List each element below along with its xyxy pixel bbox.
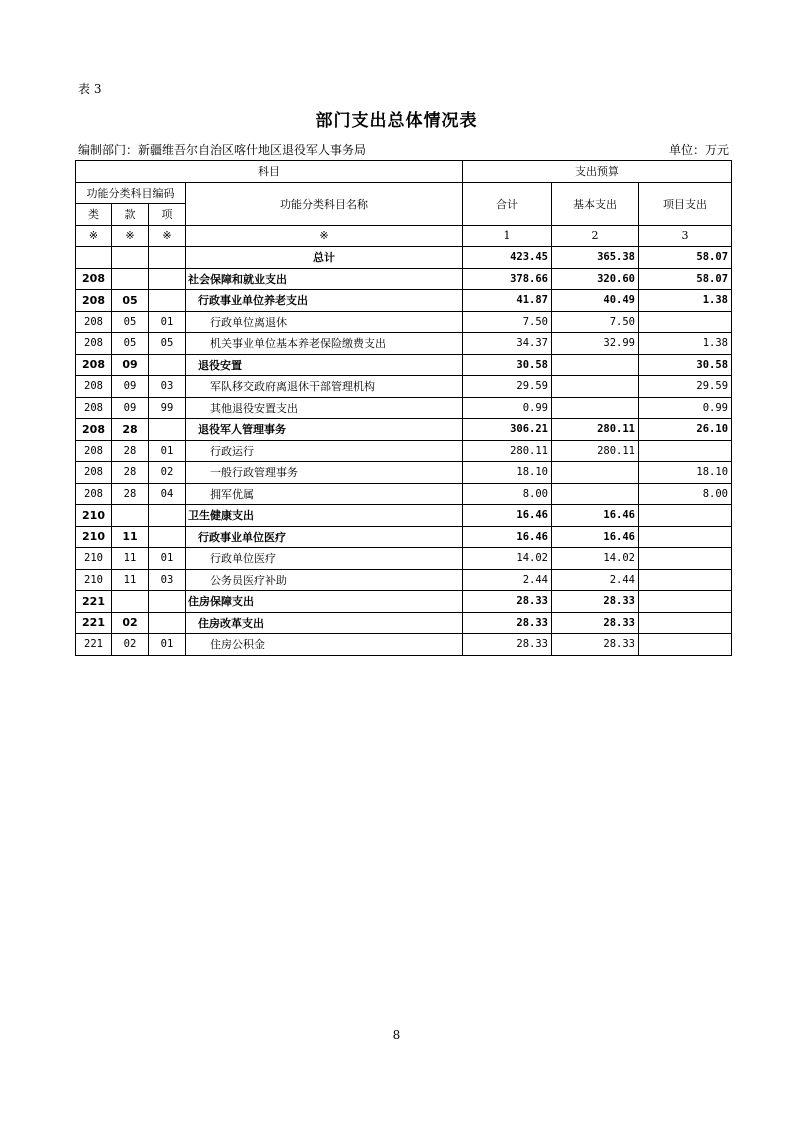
code-xiang: 05 (149, 333, 186, 355)
header-xiang: 项 (149, 204, 186, 226)
table-row (76, 634, 732, 656)
code-kuan: 09 (112, 354, 149, 376)
total-cell: 7.50 (463, 311, 552, 333)
code-xiang (149, 290, 186, 312)
basic-cell: 2.44 (552, 569, 639, 591)
basic-cell (552, 397, 639, 419)
total-cell: 378.66 (463, 268, 552, 290)
code-kuan: 11 (112, 569, 149, 591)
code-lei: 208 (76, 397, 112, 419)
project-cell: 58.07 (639, 268, 732, 290)
table-row (76, 311, 732, 333)
subject-name: 其他退役安置支出 (186, 397, 463, 419)
header-mark: ※ (186, 225, 463, 247)
basic-cell (552, 483, 639, 505)
code-lei: 221 (76, 591, 112, 613)
code-xiang (149, 268, 186, 290)
code-xiang: 03 (149, 376, 186, 398)
project-cell: 8.00 (639, 483, 732, 505)
table-row (76, 333, 732, 355)
code-kuan: 09 (112, 376, 149, 398)
code-lei: 210 (76, 505, 112, 527)
table-row (76, 462, 732, 484)
code-kuan: 28 (112, 440, 149, 462)
header-name: 功能分类科目名称 (186, 182, 463, 225)
subject-name: 机关事业单位基本养老保险缴费支出 (186, 333, 463, 355)
code-kuan: 09 (112, 397, 149, 419)
header-total: 合计 (463, 182, 552, 225)
total-cell: 306.21 (463, 419, 552, 441)
header-mark: ※ (76, 225, 112, 247)
code-xiang: 01 (149, 311, 186, 333)
table-row (76, 376, 732, 398)
header-index-1: 1 (463, 225, 552, 247)
code-xiang: 01 (149, 548, 186, 570)
code-kuan: 05 (112, 333, 149, 355)
project-cell: 18.10 (639, 462, 732, 484)
total-cell: 0.99 (463, 397, 552, 419)
page-title: 部门支出总体情况表 (315, 111, 478, 131)
basic-cell: 28.33 (552, 612, 639, 634)
total-cell: 28.33 (463, 591, 552, 613)
code-xiang (149, 419, 186, 441)
code-lei: 208 (76, 268, 112, 290)
project-cell (639, 311, 732, 333)
code-xiang (149, 354, 186, 376)
code-kuan: 05 (112, 290, 149, 312)
code-kuan: 11 (112, 548, 149, 570)
code-xiang (149, 591, 186, 613)
table-row (76, 505, 732, 527)
code-kuan: 11 (112, 526, 149, 548)
table-row (76, 612, 732, 634)
project-cell: 26.10 (639, 419, 732, 441)
code-xiang: 01 (149, 440, 186, 462)
table-row (76, 440, 732, 462)
subject-name: 卫生健康支出 (186, 505, 463, 527)
subject-name: 住房改革支出 (186, 612, 463, 634)
total-cell: 28.33 (463, 612, 552, 634)
code-kuan: 28 (112, 483, 149, 505)
subject-name: 住房保障支出 (186, 591, 463, 613)
code-lei: 210 (76, 526, 112, 548)
subject-name: 退役安置 (186, 354, 463, 376)
basic-cell (552, 462, 639, 484)
table-row (76, 591, 732, 613)
project-cell (639, 505, 732, 527)
table-row (76, 268, 732, 290)
project-cell (639, 634, 732, 656)
basic-cell: 280.11 (552, 440, 639, 462)
total-basic-value: 365.38 (552, 247, 639, 269)
table-row (76, 483, 732, 505)
header-mark: ※ (112, 225, 149, 247)
code-xiang: 04 (149, 483, 186, 505)
code-kuan: 28 (112, 462, 149, 484)
table-row (76, 526, 732, 548)
subject-name: 行政单位医疗 (186, 548, 463, 570)
code-kuan: 02 (112, 634, 149, 656)
total-cell: 29.59 (463, 376, 552, 398)
code-lei: 208 (76, 333, 112, 355)
code-xiang: 01 (149, 634, 186, 656)
basic-cell: 7.50 (552, 311, 639, 333)
code-lei: 208 (76, 419, 112, 441)
code-xiang (149, 526, 186, 548)
project-cell (639, 440, 732, 462)
total-cell: 14.02 (463, 548, 552, 570)
code-kuan: 02 (112, 612, 149, 634)
basic-cell: 16.46 (552, 526, 639, 548)
page-number: 8 (392, 1028, 401, 1042)
code-lei: 208 (76, 462, 112, 484)
total-cell: 28.33 (463, 634, 552, 656)
table-row (76, 290, 732, 312)
subject-name: 公务员医疗补助 (186, 569, 463, 591)
subject-name: 行政事业单位养老支出 (186, 290, 463, 312)
unit-label: 单位：万元 (668, 143, 729, 157)
basic-cell (552, 354, 639, 376)
table-row (76, 548, 732, 570)
code-lei: 210 (76, 548, 112, 570)
table-row (76, 419, 732, 441)
code-xiang: 02 (149, 462, 186, 484)
subject-name: 社会保障和就业支出 (186, 268, 463, 290)
code-lei: 208 (76, 483, 112, 505)
subject-name: 行政单位离退休 (186, 311, 463, 333)
subject-name: 军队移交政府离退休干部管理机构 (186, 376, 463, 398)
basic-cell: 28.33 (552, 634, 639, 656)
total-cell: 280.11 (463, 440, 552, 462)
project-cell (639, 526, 732, 548)
project-cell: 29.59 (639, 376, 732, 398)
project-cell (639, 548, 732, 570)
total-cell: 16.46 (463, 526, 552, 548)
basic-cell: 14.02 (552, 548, 639, 570)
basic-cell: 28.33 (552, 591, 639, 613)
total-row (76, 247, 732, 269)
header-basic: 基本支出 (552, 182, 639, 225)
basic-cell: 16.46 (552, 505, 639, 527)
code-lei: 208 (76, 290, 112, 312)
subject-name: 拥军优属 (186, 483, 463, 505)
code-lei: 210 (76, 569, 112, 591)
header-mark: ※ (149, 225, 186, 247)
code-xiang: 03 (149, 569, 186, 591)
code-lei: 208 (76, 354, 112, 376)
basic-cell: 320.60 (552, 268, 639, 290)
code-xiang (149, 612, 186, 634)
total-cell: 34.37 (463, 333, 552, 355)
header-budget: 支出预算 (463, 161, 732, 183)
code-xiang (149, 505, 186, 527)
project-cell (639, 612, 732, 634)
total-project-value: 58.07 (639, 247, 732, 269)
total-cell: 30.58 (463, 354, 552, 376)
code-kuan: 05 (112, 311, 149, 333)
code-lei: 208 (76, 440, 112, 462)
code-lei: 221 (76, 612, 112, 634)
code-lei: 208 (76, 311, 112, 333)
expenditure-table (75, 160, 732, 656)
header-kuan: 款 (112, 204, 149, 226)
header-lei: 类 (76, 204, 112, 226)
total-label: 总计 (186, 247, 463, 269)
project-cell: 30.58 (639, 354, 732, 376)
header-index-3: 3 (639, 225, 732, 247)
total-cell: 2.44 (463, 569, 552, 591)
basic-cell: 32.99 (552, 333, 639, 355)
total-cell: 16.46 (463, 505, 552, 527)
total-cell: 41.87 (463, 290, 552, 312)
table-row (76, 397, 732, 419)
project-cell: 0.99 (639, 397, 732, 419)
total-cell: 8.00 (463, 483, 552, 505)
table-row (76, 569, 732, 591)
project-cell (639, 569, 732, 591)
subject-name: 行政事业单位医疗 (186, 526, 463, 548)
code-kuan (112, 505, 149, 527)
code-kuan: 28 (112, 419, 149, 441)
code-lei: 208 (76, 376, 112, 398)
project-cell (639, 591, 732, 613)
total-value: 423.45 (463, 247, 552, 269)
code-xiang: 99 (149, 397, 186, 419)
project-cell: 1.38 (639, 333, 732, 355)
subject-name: 退役军人管理事务 (186, 419, 463, 441)
header-project: 项目支出 (639, 182, 732, 225)
code-kuan (112, 268, 149, 290)
project-cell: 1.38 (639, 290, 732, 312)
basic-cell: 40.49 (552, 290, 639, 312)
header-index-2: 2 (552, 225, 639, 247)
header-code-group: 功能分类科目编码 (76, 182, 186, 204)
code-kuan (112, 591, 149, 613)
basic-cell: 280.11 (552, 419, 639, 441)
department-label: 编制部门：新疆维吾尔自治区喀什地区退役军人事务局 (78, 143, 367, 157)
total-cell: 18.10 (463, 462, 552, 484)
subject-name: 住房公积金 (186, 634, 463, 656)
table-label: 表 3 (78, 82, 102, 96)
table-row (76, 354, 732, 376)
basic-cell (552, 376, 639, 398)
subject-name: 一般行政管理事务 (186, 462, 463, 484)
header-subject: 科目 (76, 161, 463, 183)
subject-name: 行政运行 (186, 440, 463, 462)
code-lei: 221 (76, 634, 112, 656)
